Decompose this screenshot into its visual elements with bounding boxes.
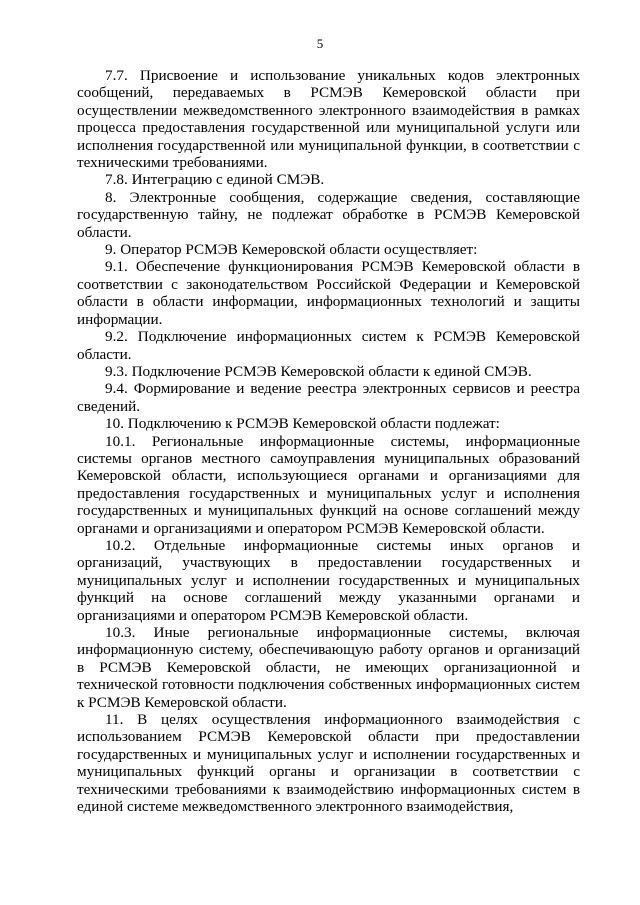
paragraph-9-3: 9.3. Подключение РСМЭВ Кемеровской области к единой СМЭВ. xyxy=(105,362,532,380)
paragraph-10-3: 10.3. Иные региональные информационные системы, включая информационную систему, обеспечивающую работу органов и организаций в РСМЭВ Кемеровской области, не имеющих организационной и технической готовности подключения собственных информационных систем к РСМЭВ Кемеровской области. xyxy=(77,624,580,711)
paragraph-9-4: 9.4. Формирование и ведение реестра электронных сервисов и реестра сведений. xyxy=(77,380,580,415)
page-number: 5 xyxy=(316,36,324,51)
paragraph-9-2: 9.2. Подключение информационных систем к РСМЭВ Кемеровской области. xyxy=(77,328,580,363)
paragraph-9: 9. Оператор РСМЭВ Кемеровской области осуществляет: xyxy=(105,241,478,259)
paragraph-9-1: 9.1. Обеспечение функционирования РСМЭВ Кемеровской области в соответствии с законодательством Российской Федерации и Кемеровской области в области информации, информационных технологий и защиты информации. xyxy=(77,258,580,328)
paragraph-7-7: 7.7. Присвоение и использование уникальных кодов электронных сообщений, передаваемых в РСМЭВ Кемеровской области при осуществлении межведомственного электронного взаимодействия в рамках процесса предоставления государственной или муниципальной услуги или исполнения государственной или муниципальной функции, в соответствии с техническими требованиями. xyxy=(77,67,580,172)
paragraph-10-1: 10.1. Региональные информационные системы, информационные системы органов местного самоуправления муниципальных образований Кемеровской области, использующиеся органами и организациями для предоставления государственных и муниципальных услуг и исполнения государственных и муниципальных функций на основе соглашений между органами и организациями и оператором РСМЭВ Кемеровской области. xyxy=(77,432,580,537)
paragraph-10: 10. Подключению к РСМЭВ Кемеровской области подлежат: xyxy=(105,415,500,433)
paragraph-10-2: 10.2. Отдельные информационные системы иных органов и организаций, участвующих в предоставлении государственных и муниципальных услуг и исполнении государственных и муниципальных функций на основе соглашений между указанными органами и организациями и оператором РСМЭВ Кемеровской области. xyxy=(77,536,580,624)
paragraph-8: 8. Электронные сообщения, содержащие сведения, составляющие государственную тайну, не подлежат обработке в РСМЭВ Кемеровской области. xyxy=(77,188,580,241)
paragraph-11: 11. В целях осуществления информационного взаимодействия с использованием РСМЭВ Кемеровской области при предоставлении государственных и муниципальных услуг и исполнении государственных и муниципальных функций органы и организации в соответствии с техническими требованиями к взаимодействию информационных систем в единой системе межведомственного электронного взаимодействия, xyxy=(77,711,580,816)
paragraph-7-8: 7.8. Интеграцию с единой СМЭВ. xyxy=(105,171,325,189)
document-body xyxy=(77,67,580,815)
